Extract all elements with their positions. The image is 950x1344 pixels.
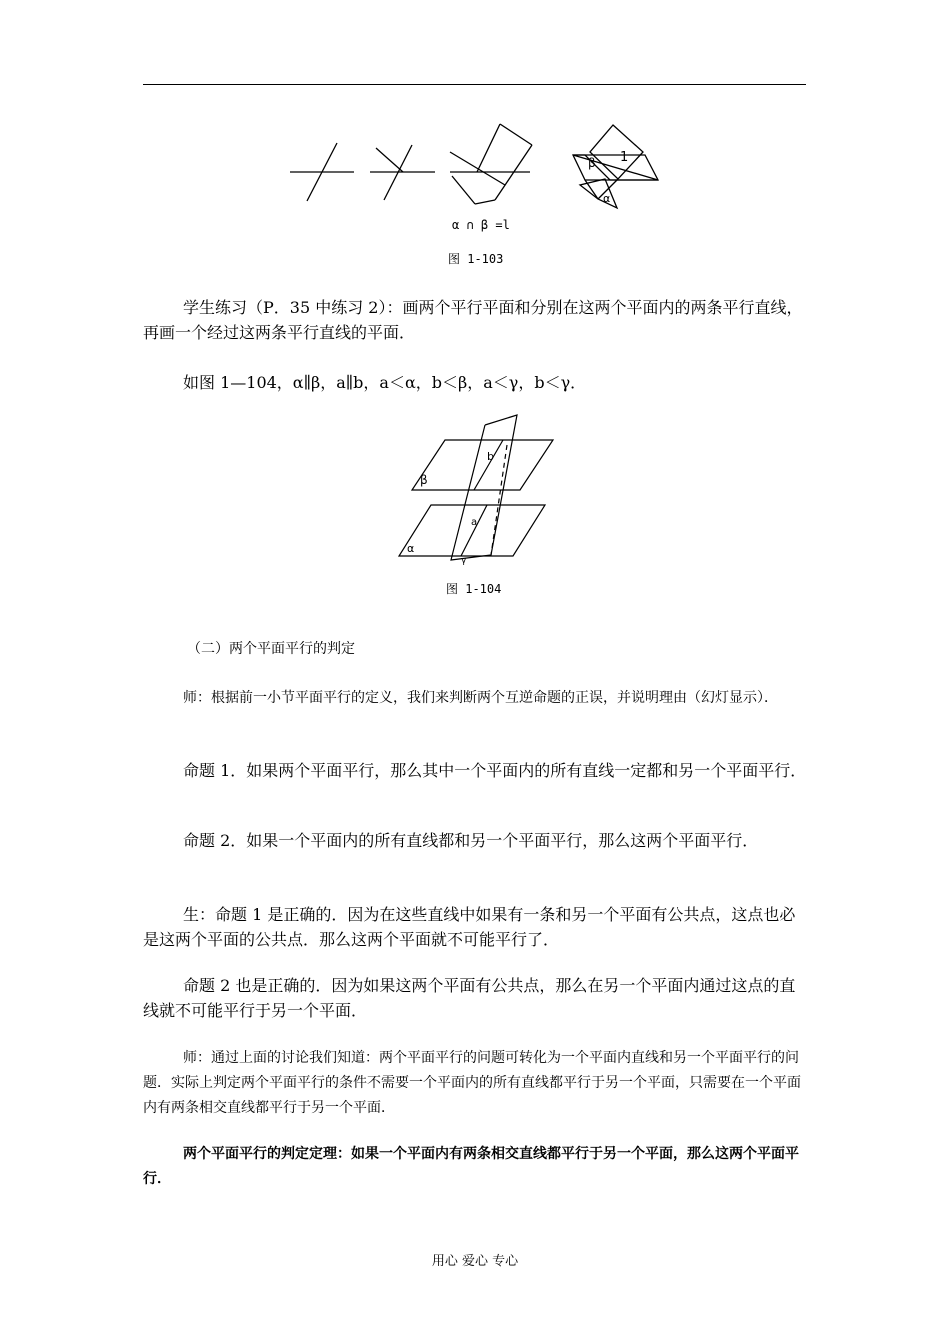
paragraph-proposition-1	[143, 758, 809, 783]
figure-1-103-formula: α ∩ β =l	[452, 218, 510, 232]
figure-1-104-drawing	[395, 410, 565, 575]
paragraph-proposition-2-answer	[143, 973, 809, 1023]
paragraph-exercise-text: 学生练习（P．35 中练习 2）：画两个平行平面和分别在这两个平面内的两条平行直线，再画一个经过这两条平行直线的平面．	[143, 298, 803, 342]
paragraph-proposition-2	[143, 828, 809, 853]
fig1-alpha-label: α	[603, 192, 611, 205]
paragraph-proposition-2-answer-text: 命题 2 也是正确的．因为如果这两个平面有公共点，那么在另一个平面内通过这点的直线就不可能平行于另一个平面．	[143, 976, 796, 1020]
figure-1-104-caption: 图 1-104	[446, 582, 502, 596]
figure-1-103-caption: 图 1-103	[448, 252, 504, 266]
paragraph-student-text: 生：命题 1 是正确的．因为在这些直线中如果有一条和另一个平面有公共点，这点也必是这两个平面的公共点．那么这两个平面就不可能平行了．	[143, 905, 796, 949]
paragraph-figure-ref-text: 如图 1—104，α∥β，a∥b，a＜α，b＜β，a＜γ，b＜γ．	[183, 373, 587, 392]
paragraph-teacher-1	[143, 686, 809, 711]
fig1-l-label: 1	[620, 150, 629, 165]
paragraph-proposition-2-text: 命题 2．如果一个平面内的所有直线都和另一个平面平行，那么这两个平面平行．	[183, 831, 759, 850]
paragraph-teacher-1-text: 师：根据前一小节平面平行的定义，我们来判断两个互逆命题的正误，并说明理由（幻灯显示）．	[183, 690, 778, 706]
section-title	[143, 637, 809, 662]
fig2-a-label: a	[471, 517, 478, 528]
figure-1-104	[395, 410, 565, 575]
paragraph-figure-ref	[143, 370, 809, 395]
fig2-gamma-label: γ	[461, 556, 467, 566]
fig1-beta-label: β	[588, 156, 596, 170]
header-rule	[143, 84, 806, 85]
figure-1-103-drawing	[280, 115, 680, 220]
paragraph-teacher-2-text: 师：通过上面的讨论我们知道：两个平面平行的问题可转化为一个平面内直线和另一个平面平行的问题．实际上判定两个平面平行的条件不需要一个平面内的所有直线都平行于另一个平面，只需要在一个平面内有两条相交直线都平行于另一个平面．	[143, 1050, 801, 1116]
page-footer: 用心 爱心 专心	[431, 1254, 519, 1269]
figure-1-103	[280, 115, 680, 220]
theorem-paragraph-text: 两个平面平行的判定定理：如果一个平面内有两条相交直线都平行于另一个平面，那么这两个平面平行．	[143, 1146, 799, 1187]
fig2-beta-label: β	[420, 473, 428, 487]
section-title-text: （二）两个平面平行的判定	[187, 641, 355, 657]
paragraph-student	[143, 902, 809, 952]
theorem-paragraph	[143, 1142, 809, 1192]
fig2-b-label: b	[487, 450, 494, 463]
paragraph-teacher-2	[143, 1046, 809, 1121]
paragraph-proposition-1-text: 命题 1．如果两个平面平行，那么其中一个平面内的所有直线一定都和另一个平面平行．	[183, 761, 807, 780]
fig2-alpha-label: α	[407, 542, 415, 555]
paragraph-exercise	[143, 295, 809, 345]
